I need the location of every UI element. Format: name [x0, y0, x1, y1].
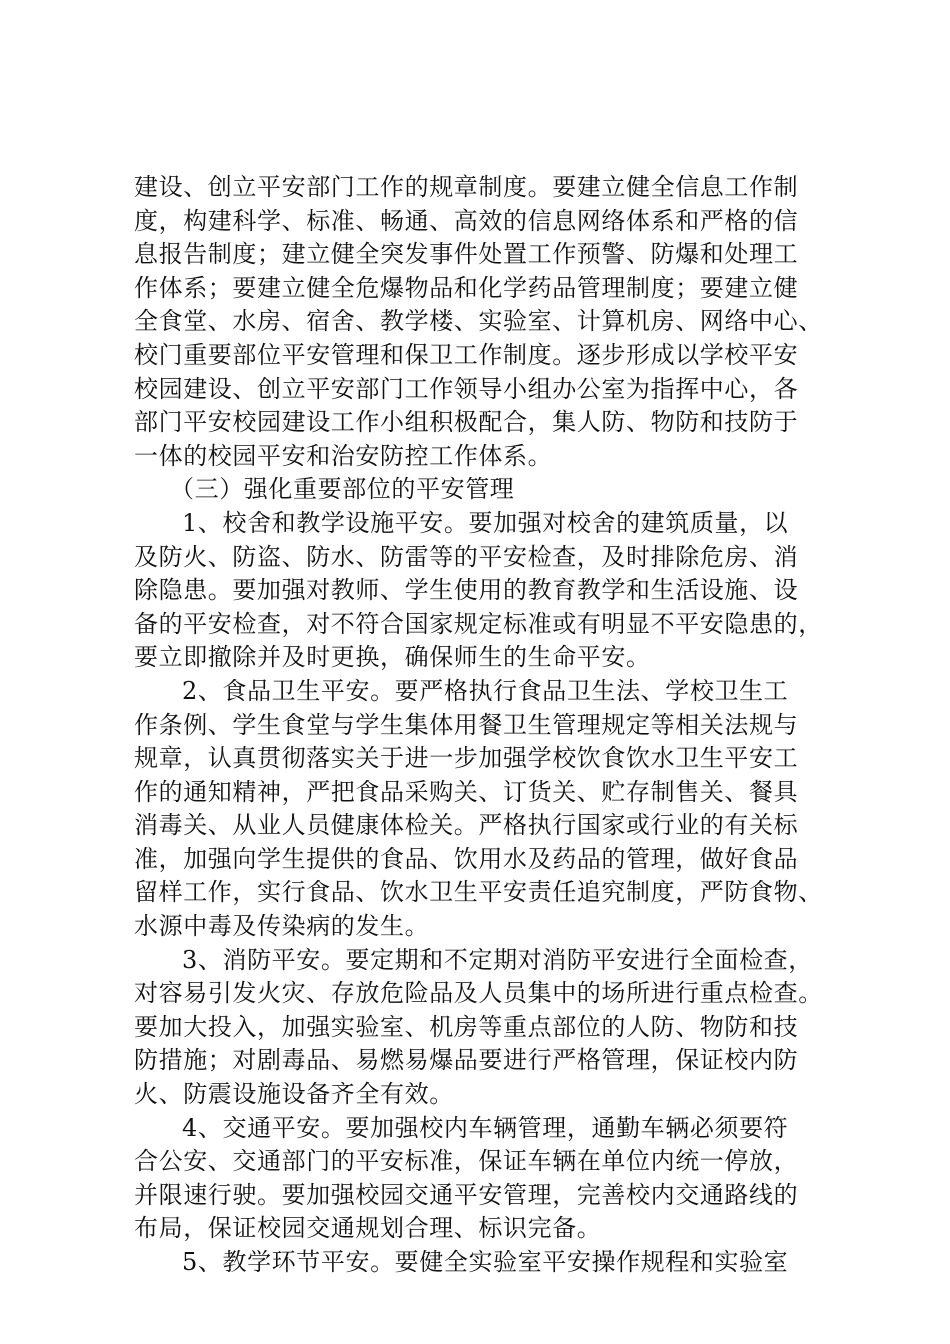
body-line: 布局，保证校园交通规划合理、标识完备。 [134, 1214, 602, 1243]
body-line: 作体系；要建立健全危爆物品和化学药品管理制度；要建立健 [134, 273, 799, 302]
body-line: 作的通知精神，严把食品采购关、订货关、贮存制售关、餐具 [134, 777, 799, 806]
paragraph-start-line: 5、教学环节平安。要健全实验室平安操作规程和实验室 [182, 1248, 789, 1276]
body-line: 息报告制度；建立健全突发事件处置工作预警、防爆和处理工 [134, 240, 799, 269]
body-line: 除隐患。要加强对教师、学生使用的教育教学和生活设施、设 [134, 576, 799, 605]
body-line: 合公安、交通部门的平安标准，保证车辆在单位内统一停放， [134, 1147, 799, 1176]
body-line: 对容易引发火灾、存放危险品及人员集中的场所进行重点检查。 [134, 979, 823, 1008]
body-line: 水源中毒及传染病的发生。 [134, 912, 430, 941]
body-line: 一体的校园平安和治安防控工作体系。 [134, 441, 553, 470]
body-line: 全食堂、水房、宿舍、教学楼、实验室、计算机房、网络中心、 [134, 307, 823, 336]
body-line: 要加大投入，加强实验室、机房等重点部位的人防、物防和技 [134, 1012, 799, 1041]
section-heading: （三）强化重要部位的平安管理 [170, 475, 515, 504]
body-line: 及防火、防盗、防水、防雷等的平安检查，及时排除危房、消 [134, 542, 799, 571]
document-body [134, 171, 834, 1280]
body-line: 火、防震设施设备齐全有效。 [134, 1080, 454, 1109]
body-line: 防措施；对剧毒品、易燃易爆品要进行严格管理，保证校内防 [134, 1046, 799, 1075]
body-line: 留样工作，实行食品、饮水卫生平安责任追究制度，严防食物、 [134, 878, 823, 907]
paragraph-start-line: 4、交通平安。要加强校内车辆管理，通勤车辆必须要符 [182, 1113, 789, 1142]
body-line: 建设、创立平安部门工作的规章制度。要建立健全信息工作制 [134, 173, 799, 201]
body-line: 校园建设、创立平安部门工作领导小组办公室为指挥中心，各 [134, 374, 799, 403]
body-line: 要立即撤除并及时更换，确保师生的生命平安。 [134, 643, 651, 672]
paragraph-start-line: 3、消防平安。要定期和不定期对消防平安进行全面检查， [182, 945, 813, 974]
body-line: 作条例、学生食堂与学生集体用餐卫生管理规定等相关法规与 [134, 710, 799, 739]
body-line: 备的平安检查，对不符合国家规定标准或有明显不平安隐患的， [134, 609, 823, 638]
body-line: 消毒关、从业人员健康体检关。严格执行国家或行业的有关标 [134, 811, 799, 840]
paragraph-start-line: 2、食品卫生平安。要严格执行食品卫生法、学校卫生工 [182, 676, 789, 705]
paragraph-start-line: 1、校舍和教学设施平安。要加强对校舍的建筑质量，以 [182, 508, 789, 537]
body-line: 准，加强向学生提供的食品、饮用水及药品的管理，做好食品 [134, 844, 799, 873]
body-line: 度，构建科学、标准、畅通、高效的信息网络体系和严格的信 [134, 206, 799, 235]
body-line: 校门重要部位平安管理和保卫工作制度。逐步形成以学校平安 [134, 340, 799, 369]
body-line: 规章，认真贯彻落实关于进一步加强学校饮食饮水卫生平安工 [134, 744, 799, 773]
body-line: 并限速行驶。要加强校园交通平安管理，完善校内交通路线的 [134, 1180, 799, 1209]
body-line: 部门平安校园建设工作小组积极配合，集人防、物防和技防于 [134, 408, 799, 437]
